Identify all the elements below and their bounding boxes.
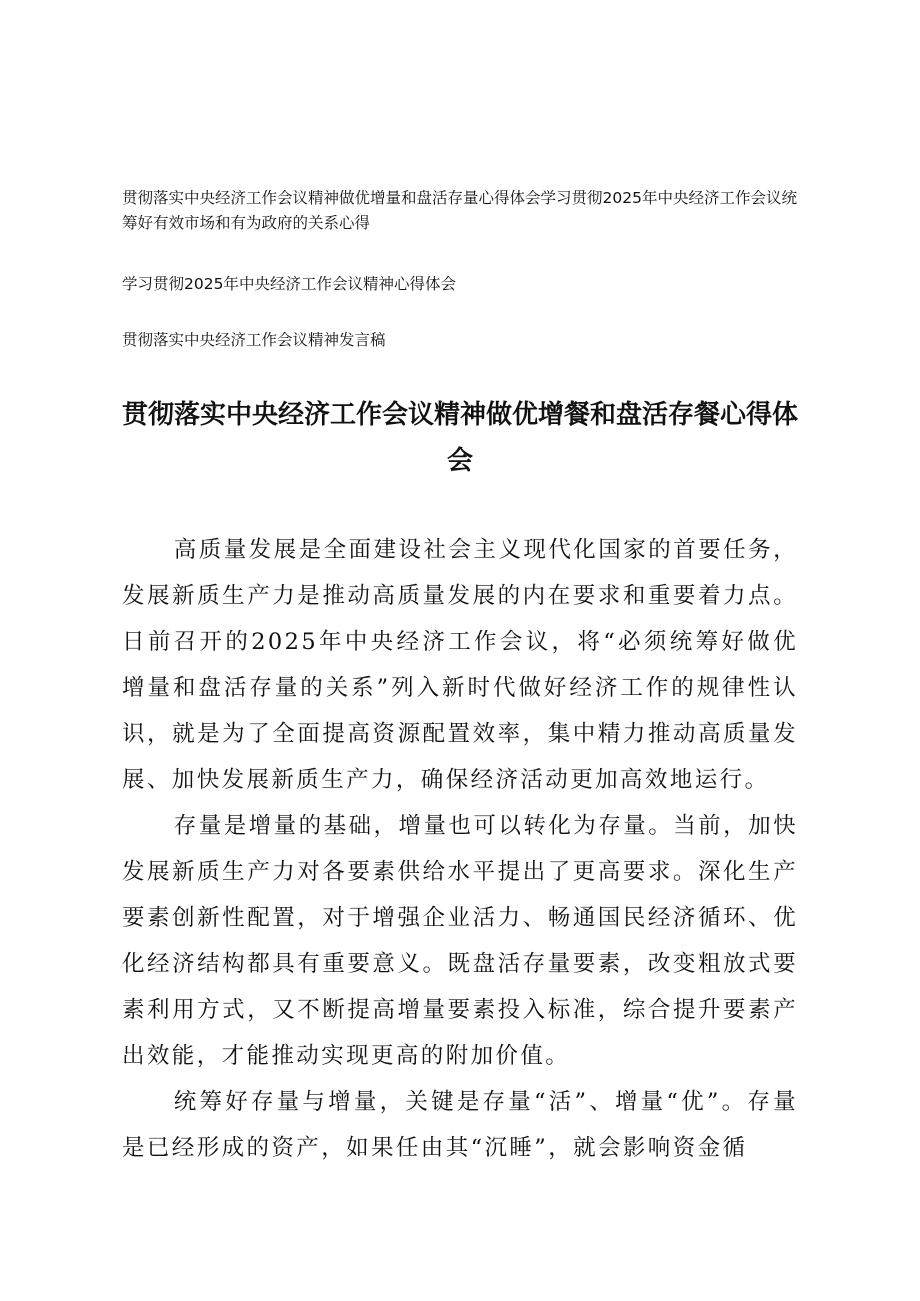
article-body bbox=[122, 527, 798, 1171]
toc-entry-1: 贯彻落实中央经济工作会议精神做优增量和盘活存量心得体会学习贯彻2025年中央经济工作会议统筹好有效市场和有为政府的关系心得 bbox=[122, 189, 797, 232]
paragraph-3: 统筹好存量与增量，关键是存量“活”、增量“优”。存量是已经形成的资产，如果任由其“沉睡”，就会影响资金循 bbox=[122, 1089, 798, 1161]
paragraph-2: 存量是增量的基础，增量也可以转化为存量。当前，加快发展新质生产力对各要素供给水平提出了更高要求。深化生产要素创新性配置，对于增强企业活力、畅通国民经济循环、优化经济结构都具有重要意义。既盘活存量要素，改变粗放式要素利用方式，又不断提高增量要素投入标准，综合提升要素产出效能，才能推动实现更高的附加价值。 bbox=[122, 813, 798, 1069]
toc-entry-3: 贯彻落实中央经济工作会议精神发言稿 bbox=[122, 331, 386, 349]
article-title: 贯彻落实中央经济工作会议精神做优增餐和盘活存餐心得体会 bbox=[122, 400, 799, 476]
toc-entry-2: 学习贯彻2025年中央经济工作会议精神心得体会 bbox=[122, 275, 456, 293]
paragraph-1: 高质量发展是全面建设社会主义现代化国家的首要任务，发展新质生产力是推动高质量发展的内在要求和重要着力点。日前召开的2025年中央经济工作会议，将“必须统筹好做优增量和盘活存量的关系”列入新时代做好经济工作的规律性认识，就是为了全面提高资源配置效率，集中精力推动高质量发展、加快发展新质生产力，确保经济活动更加高效地运行。 bbox=[122, 537, 798, 793]
